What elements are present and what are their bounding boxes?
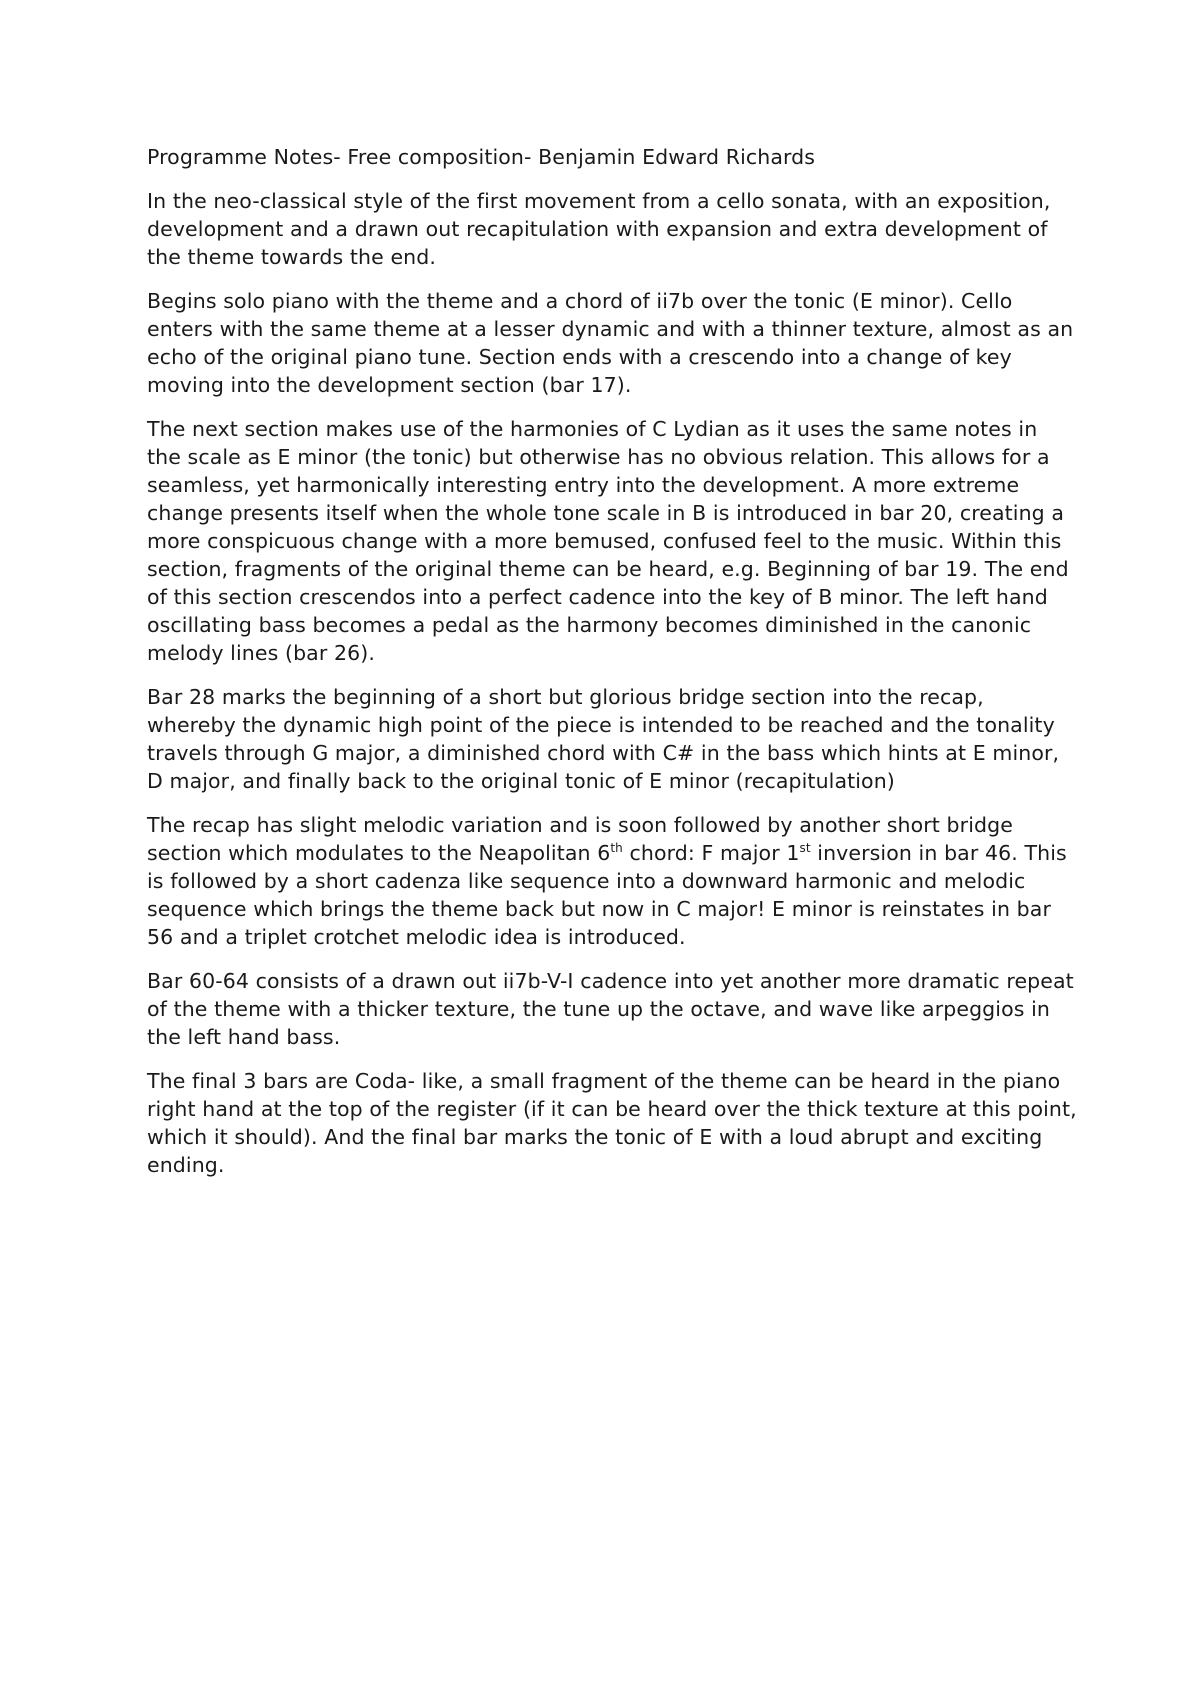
paragraph-bridge: Bar 28 marks the beginning of a short but glorious bridge section into the recap, whereby the dynamic high point of the piece is intended to be reached and the tonality travels through G major, a diminished chord with C# in the bass which hints at E minor, D major, and finally back to the original tonic of E minor (recapitulation) bbox=[147, 685, 1060, 793]
paragraph-cadence: Bar 60-64 consists of a drawn out ii7b-V-I cadence into yet another more dramatic repeat of the theme with a thicker texture, the tune up the octave, and wave like arpeggios in the left hand bass. bbox=[147, 969, 1074, 1049]
paragraph-opening: Begins solo piano with the theme and a chord of ii7b over the tonic (E minor). Cello enters with the same theme at a lesser dynamic and with a thinner texture, almost as an echo of the original piano tune. Section ends with a crescendo into a change of key moving into the development section (bar 17). bbox=[147, 289, 1074, 397]
recap-text-a: The recap has slight melodic variation and is soon followed by another short bridge section which modulates to the Neapolitan 6 bbox=[147, 813, 1013, 865]
recap-text-b: chord: F major 1 bbox=[622, 841, 800, 865]
paragraph-intro: In the neo-classical style of the first movement from a cello sonata, with an exposition, development and a drawn out recapitulation with expansion and extra development of the theme towards the end. bbox=[147, 189, 1051, 269]
document-body bbox=[147, 143, 1077, 1195]
superscript-th: th bbox=[610, 841, 623, 855]
document-title: Programme Notes- Free composition- Benjamin Edward Richards bbox=[147, 145, 816, 169]
paragraph-coda: The final 3 bars are Coda- like, a small fragment of the theme can be heard in the piano right hand at the top of the register (if it can be heard over the thick texture at this point, which it should). And the final bar marks the tonic of E with a loud abrupt and exciting ending. bbox=[147, 1069, 1077, 1177]
paragraph-development: The next section makes use of the harmonies of C Lydian as it uses the same notes in the scale as E minor (the tonic) but otherwise has no obvious relation. This allows for a seamless, yet harmonically interesting entry into the development. A more extreme change presents itself when the whole tone scale in B is introduced in bar 20, creating a more conspicuous change with a more bemused, confused feel to the music. Within this section, fragments of the original theme can be heard, e.g. Beginning of bar 19. The end of this section crescendos into a perfect cadence into the key of B minor. The left hand oscillating bass becomes a pedal as the harmony becomes diminished in the canonic melody lines (bar 26). bbox=[147, 417, 1069, 665]
recap-text-c: inversion in bar 46. This is followed by a short cadenza like sequence into a downward harmonic and melodic sequence which brings the theme back but now in C major! E minor is reinstates in bar 56 and a triplet crotchet melodic idea is introduced. bbox=[147, 841, 1067, 949]
superscript-st: st bbox=[799, 841, 811, 855]
paragraph-recap bbox=[147, 811, 1077, 951]
